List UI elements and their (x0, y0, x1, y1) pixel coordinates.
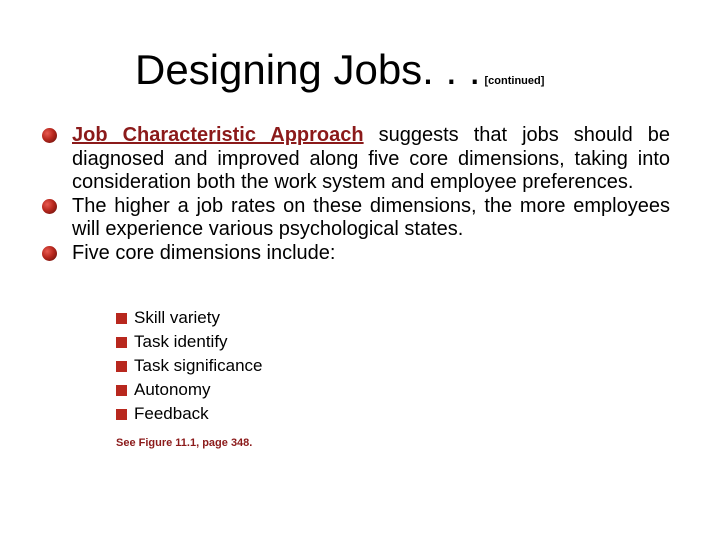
bullet-item (72, 242, 670, 266)
red-bullet-icon (42, 199, 57, 214)
bullet-text: Five core dimensions include: (72, 241, 336, 264)
sub-bullet-item (116, 306, 263, 330)
sub-bullet-text: Feedback (134, 404, 209, 423)
bullet-item (72, 124, 670, 195)
bullet-highlight: Job Characteristic Approach (72, 124, 364, 146)
figure-reference-note: See Figure 11.1, page 348. (116, 437, 253, 449)
red-bullet-icon (42, 128, 57, 143)
square-bullet-icon (116, 409, 127, 420)
sub-bullet-text: Skill variety (134, 308, 220, 327)
red-bullet-icon (42, 246, 57, 261)
bullet-text: suggests that jobs should be diagnosed and improved along five core dimensions, taking into consideration both the work system and employee preferences. (72, 124, 671, 193)
sub-bullet-item (116, 330, 263, 354)
sub-bullet-text: Autonomy (134, 380, 211, 399)
slide-title (135, 42, 695, 109)
sub-bullet-item (116, 354, 263, 378)
title-main: Designing Jobs. . . (135, 46, 481, 93)
title-suffix: [continued] (484, 75, 545, 87)
sub-bullet-text: Task significance (134, 356, 263, 375)
bullet-item (72, 195, 670, 242)
square-bullet-icon (116, 385, 127, 396)
square-bullet-icon (116, 361, 127, 372)
sub-bullet-item (116, 402, 263, 426)
square-bullet-icon (116, 313, 127, 324)
bullet-list (72, 124, 670, 265)
sub-bullet-text: Task identify (134, 332, 228, 351)
square-bullet-icon (116, 337, 127, 348)
bullet-text: The higher a job rates on these dimensions, the more employees will experience various psychological states. (72, 194, 670, 240)
sub-bullet-list (116, 306, 263, 426)
sub-bullet-item (116, 378, 263, 402)
